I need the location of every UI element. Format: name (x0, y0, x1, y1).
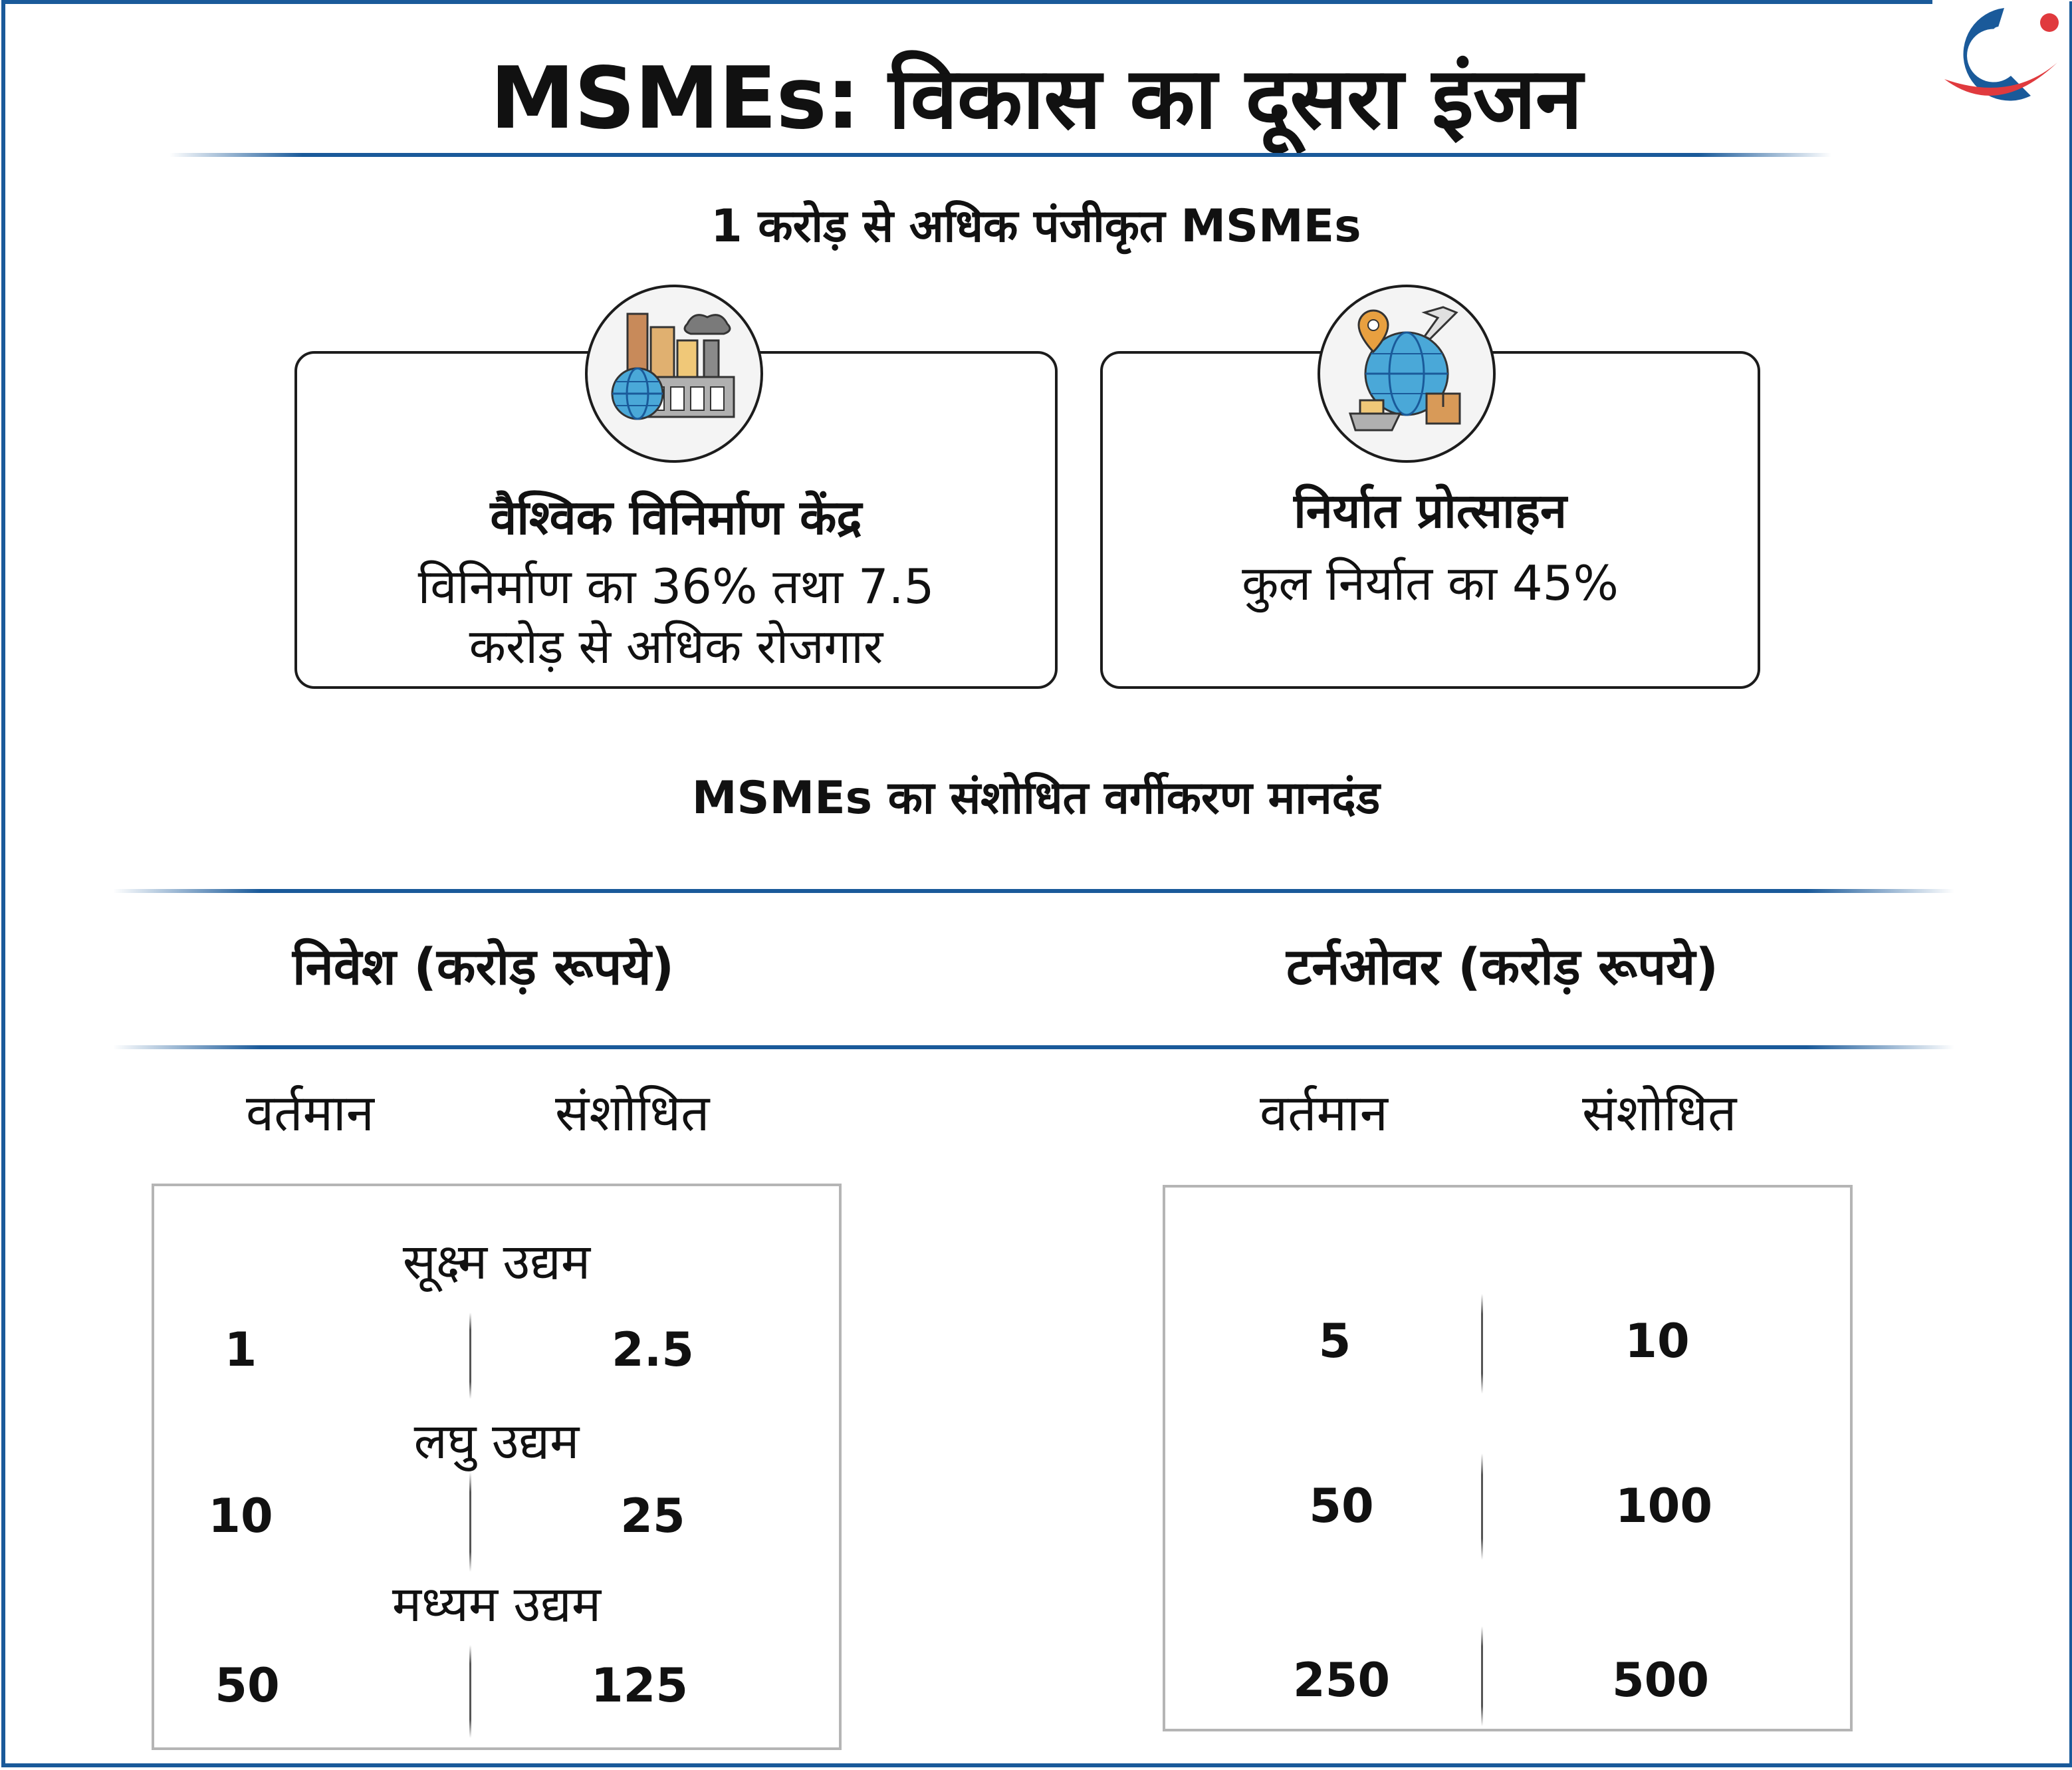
registered-msme-subtitle: 1 करोड़ से अधिक पंजीकृत MSMEs (711, 200, 1361, 253)
criteria-divider (113, 889, 1954, 893)
investment-heading: निवेश (करोड़ रूपये) (292, 937, 675, 996)
investment-revised-value: 25 (620, 1489, 685, 1543)
column-separator (1481, 1454, 1483, 1560)
turnover-current-label: वर्तमान (1260, 1083, 1388, 1142)
turnover-revised-label: संशोधित (1582, 1083, 1737, 1142)
card-title: निर्यात प्रोत्साहन (1294, 483, 1567, 539)
card-text-line: कुल निर्यात का 45% (1242, 555, 1619, 611)
title-divider (170, 153, 1831, 157)
column-separator (469, 1472, 471, 1572)
turnover-table (1163, 1185, 1853, 1731)
turnover-current-value: 5 (1318, 1314, 1351, 1368)
investment-current-label: वर्तमान (246, 1083, 374, 1142)
category-label: सूक्ष्म उद्यम (402, 1233, 591, 1291)
card-text-line: विनिर्माण का 36% तथा 7.5 (417, 559, 935, 614)
category-label: मध्यम उद्यम (392, 1576, 602, 1633)
card-text-line: करोड़ से अधिक रोजगार (469, 618, 883, 674)
category-label: लघु उद्यम (413, 1413, 580, 1470)
column-separator (469, 1645, 471, 1738)
investment-revised-label: संशोधित (555, 1083, 710, 1142)
factory-globe-icon (585, 285, 763, 463)
column-separator (1481, 1626, 1483, 1726)
investment-revised-value: 2.5 (611, 1323, 694, 1377)
turnover-heading: टर्नओवर (करोड़ रूपये) (1286, 937, 1719, 996)
investment-revised-value: 125 (590, 1658, 689, 1713)
investment-table (152, 1184, 842, 1750)
export-globe-icon (1318, 285, 1496, 463)
turnover-current-value: 250 (1292, 1653, 1391, 1707)
classification-criteria-title: MSMEs का संशोधित वर्गीकरण मानदंड (691, 772, 1381, 824)
card-title: वैश्विक विनिर्माण केंद्र (490, 489, 862, 545)
investment-current-value: 10 (208, 1489, 273, 1543)
investment-current-value: 1 (224, 1323, 257, 1377)
column-separator (1481, 1294, 1483, 1394)
investment-current-value: 50 (215, 1658, 280, 1713)
turnover-revised-value: 100 (1615, 1479, 1713, 1533)
turnover-revised-value: 500 (1611, 1653, 1710, 1707)
turnover-current-value: 50 (1309, 1479, 1374, 1533)
heading-divider (113, 1045, 1954, 1049)
turnover-revised-value: 10 (1625, 1314, 1690, 1368)
column-separator (469, 1313, 471, 1399)
page-title: MSMEs: विकास का दूसरा इंजन (490, 49, 1582, 148)
